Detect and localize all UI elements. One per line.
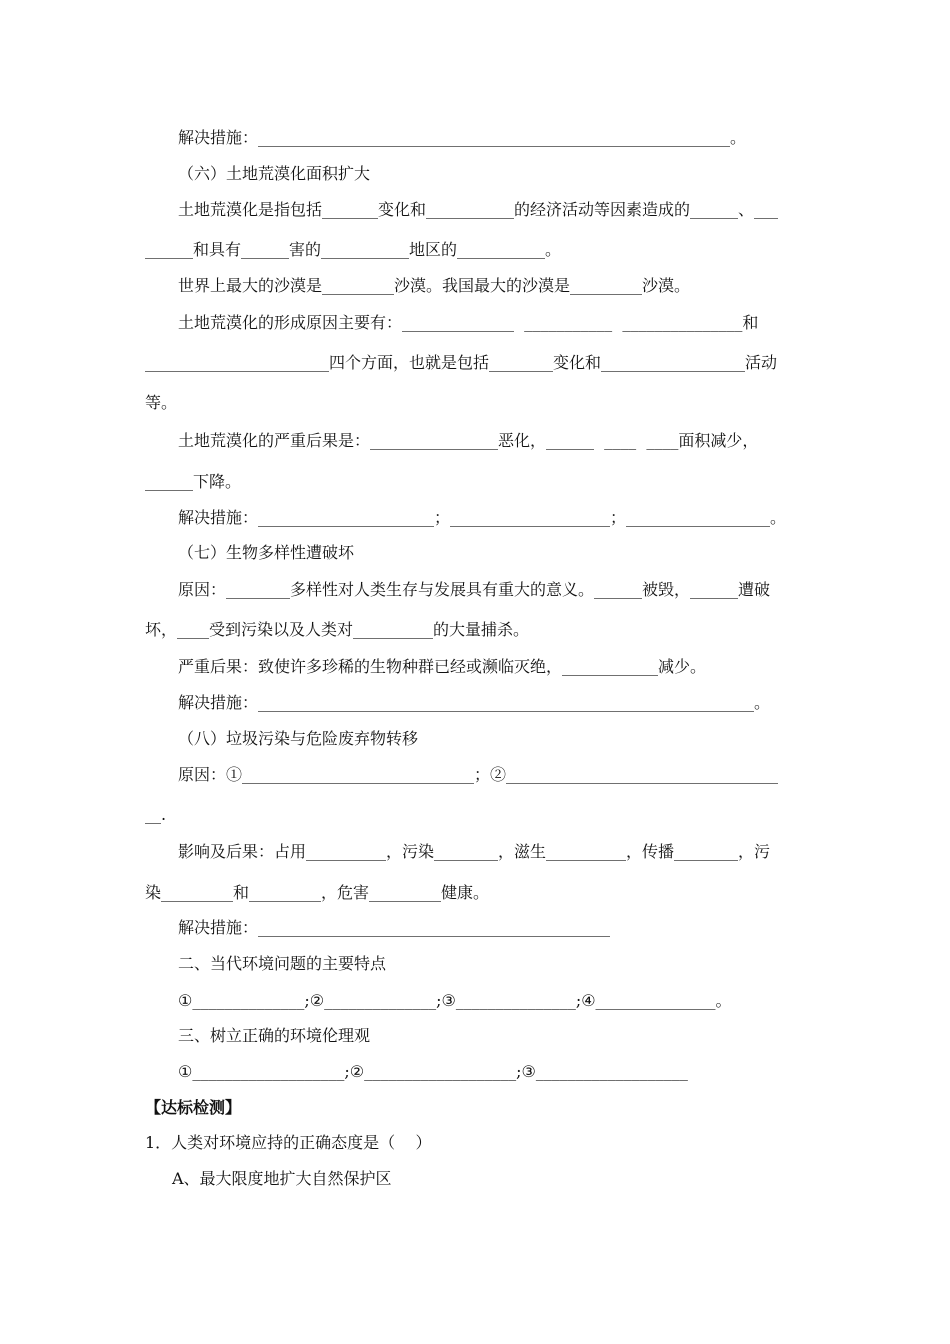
question-1-option-a: A、最大限度地扩大自然保护区 [172, 1169, 392, 1188]
desertification-definition-line-2: ______和具有______害的___________地区的___________。 [145, 240, 562, 259]
biodiversity-consequences-line: 严重后果：致使许多珍稀的生物种群已经或濒临灭绝，____________减少。 [178, 657, 707, 676]
measures-line-5: 解决措施：___________________________________________________________。 [178, 128, 747, 147]
desertification-consequences-line-1: 土地荒漠化的严重后果是：________________恶化，______ ____ ____面积减少， [178, 431, 759, 450]
desertification-causes-line-3: 等。 [145, 393, 178, 412]
desertification-causes-line-2: _______________________四个方面，也就是包括________变化和__________________活动 [145, 353, 778, 372]
features-blanks-line: ①______________;②______________;③_______________;④_______________。 [178, 991, 732, 1010]
assessment-heading: 【达标检测】 [145, 1098, 242, 1117]
question-1: 1．人类对环境应持的正确态度是（ ） [145, 1133, 432, 1152]
biodiversity-causes-line-2: 坏，____受到污染以及人类对__________的大量捕杀。 [145, 620, 530, 639]
waste-causes-line-2: __. [145, 805, 167, 824]
desertification-causes-line-1: 土地荒漠化的形成原因主要有：______________ ___________ _______________和 [178, 313, 759, 332]
measures-line-7: 解决措施：______________________________________________________________。 [178, 693, 771, 712]
waste-causes-line-1: 原因：①_____________________________；②__________________________________ [178, 765, 779, 784]
section-3-heading: 三、树立正确的环境伦理观 [178, 1026, 371, 1045]
waste-effects-line-2: 染_________和_________，危害_________健康。 [145, 883, 490, 902]
desertification-consequences-line-2: ______下降。 [145, 472, 242, 491]
section-6-heading: （六）土地荒漠化面积扩大 [178, 164, 371, 183]
largest-desert-line: 世界上最大的沙漠是_________沙漠。我国最大的沙漠是_________沙漠。 [178, 276, 691, 295]
ethics-blanks-line: ①___________________;②___________________;③___________________ [178, 1062, 688, 1081]
desertification-definition-line-1: 土地荒漠化是指包括_______变化和___________的经济活动等因素造成的______、___ [178, 200, 779, 219]
section-8-heading: （八）垃圾污染与危险废弃物转移 [178, 729, 419, 748]
section-7-heading: （七）生物多样性遭破坏 [178, 543, 355, 562]
measures-line-8: 解决措施：____________________________________________ [178, 918, 611, 937]
section-2-heading: 二、当代环境问题的主要特点 [178, 954, 387, 973]
biodiversity-causes-line-1: 原因：________多样性对人类生存与发展具有重大的意义。______被毁，______遭破 [178, 580, 771, 599]
waste-effects-line-1: 影响及后果：占用__________，污染________，滋生__________，传播________，污 [178, 842, 771, 861]
measures-line-6: 解决措施：______________________；____________________；__________________。 [178, 508, 787, 527]
